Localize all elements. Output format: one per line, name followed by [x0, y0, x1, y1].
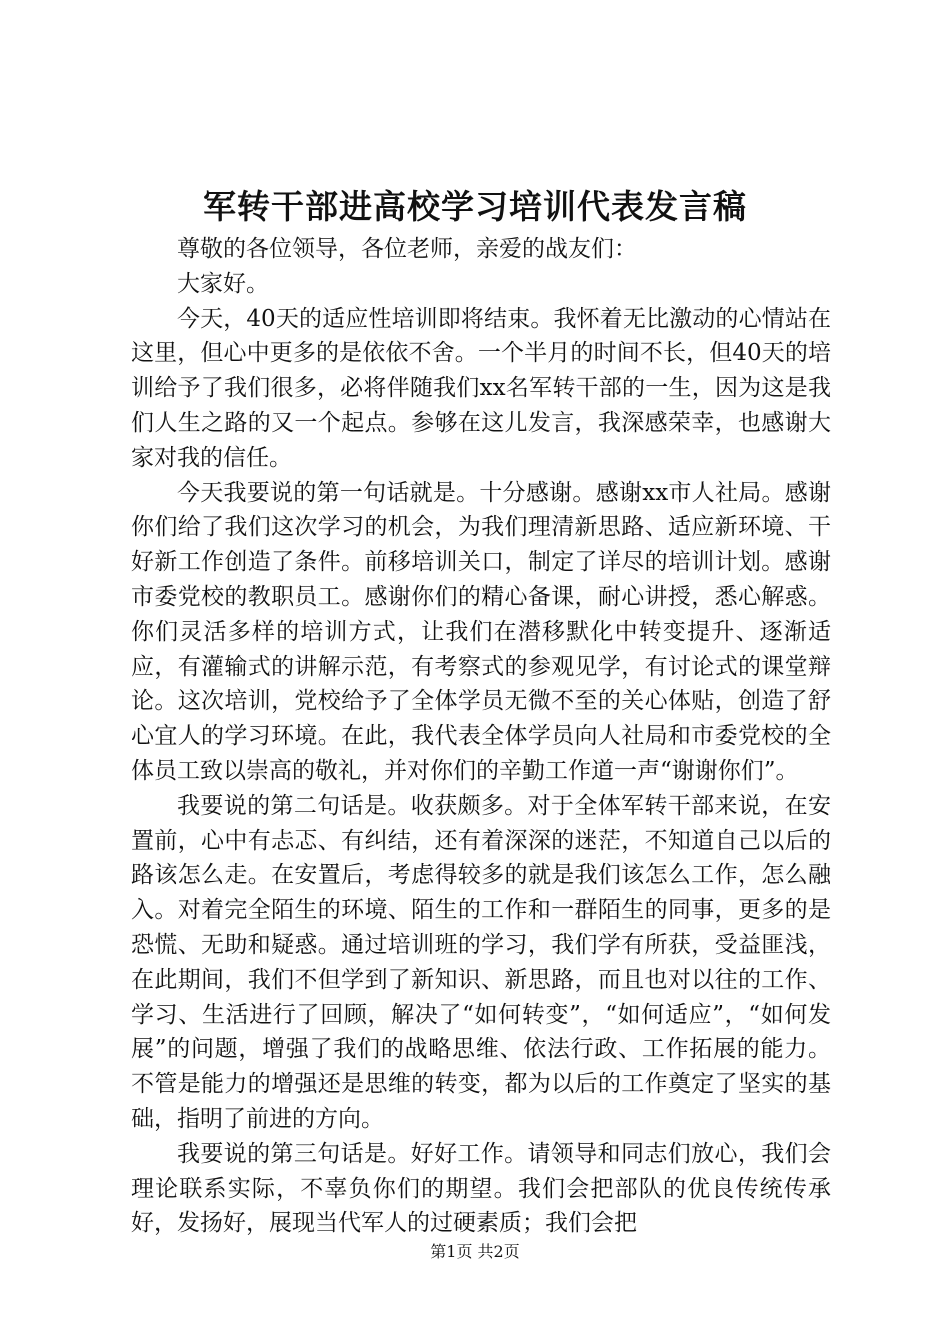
greeting: 大家好。 — [177, 270, 269, 297]
page-footer: 第1页 共2页 — [430, 1242, 520, 1261]
paragraph-third-point: 我要说的第三句话是。好好工作。请领导和同志们放心，我们会理论联系实际，不辜负你们的期望。我们会把部队的优良传统传承好，发扬好，展现当代军人的过硬素质；我们会把 — [131, 1140, 831, 1237]
document-body — [131, 232, 831, 1241]
paragraph-second-point: 我要说的第二句话是。收获颇多。对于全体军转干部来说，在安置前，心中有忐忑、有纠结，还有着深深的迷茫，不知道自己以后的路该怎么走。在安置后，考虑得较多的就是我们该怎么工作，怎么融入。对着完全陌生的环境、陌生的工作和一群陌生的同事，更多的是恐慌、无助和疑惑。通过培训班的学习，我们学有所获，受益匪浅，在此期间，我们不但学到了新知识、新思路，而且也对以往的工作、学习、生活进行了回顾，解决了“如何转变”，“如何适应”，“如何发展”的问题，增强了我们的战略思维、依法行政、工作拓展的能力。不管是能力的增强还是思维的转变，都为以后的工作奠定了坚实的基础，指明了前进的方向。 — [131, 792, 831, 1132]
document-title: 军转干部进高校学习培训代表发言稿 — [203, 187, 747, 226]
salutation: 尊敬的各位领导，各位老师，亲爱的战友们： — [177, 236, 637, 262]
paragraph-first-point: 今天我要说的第一句话就是。十分感谢。感谢xx市人社局。感谢你们给了我们这次学习的机会，为我们理清新思路、适应新环境、干好新工作创造了条件。前移培训关口，制定了详尽的培训计划。感谢市委党校的教职员工。感谢你们的精心备课，耐心讲授，悉心解惑。你们灵活多样的培训方式，让我们在潜移默化中转变提升、逐渐适应，有灌输式的讲解示范，有考察式的参观见学，有讨论式的课堂辩论。这次培训，党校给予了全体学员无微不至的关心体贴，创造了舒心宜人的学习环境。在此，我代表全体学员向人社局和市委党校的全体员工致以崇高的敬礼，并对你们的辛勤工作道一声“谢谢你们”。 — [131, 479, 831, 784]
paragraph-intro: 今天，40天的适应性培训即将结束。我怀着无比激动的心情站在这里，但心中更多的是依依不舍。一个半月的时间不长，但40天的培训给予了我们很多，必将伴随我们xx名军转干部的一生，因为这是我们人生之路的又一个起点。参够在这儿发言，我深感荣幸，也感谢大家对我的信任。 — [131, 305, 831, 471]
